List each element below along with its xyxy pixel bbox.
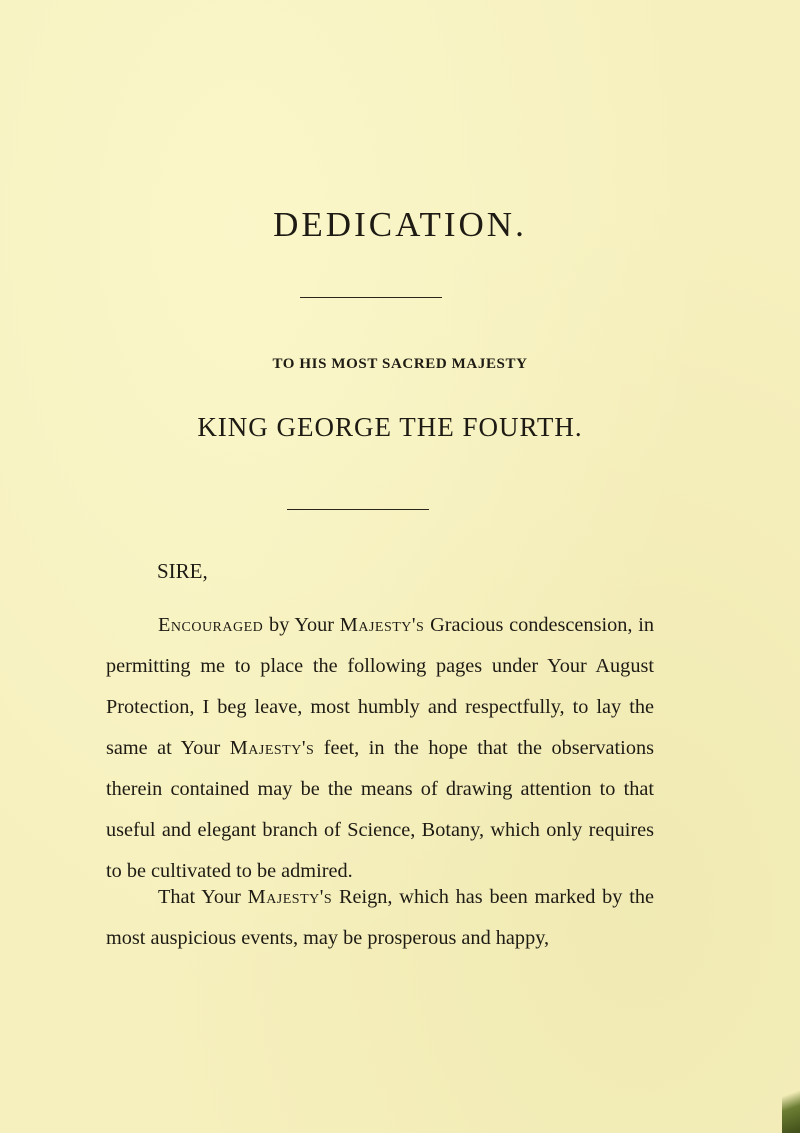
paragraph-1-text-c: feet, in the hope that the observations therein contained may be the means of drawing attention to that useful and elegant branch of Science, Botany, which only requires to be cultivated to be admired. xyxy=(106,737,654,882)
paragraph-2-text-b: Reign, which has been marked by the most auspicious events, may be prosperous and happy, xyxy=(106,886,654,949)
paragraph-2 xyxy=(106,877,654,959)
salutation: SIRE, xyxy=(157,559,208,583)
paragraph-1-text-b: Gracious condescension, in permitting me to place the following pages under Your August Protection, I beg leave, most humbly and respectfully, to lay the same at Your xyxy=(106,614,655,759)
paragraph-1-text-a: by Your xyxy=(263,614,340,636)
divider-rule-bottom xyxy=(287,509,429,510)
page-title: DEDICATION. xyxy=(273,205,527,244)
majesty-word: Majesty's xyxy=(339,614,425,636)
paragraph-2-text-a: That Your xyxy=(158,886,248,908)
divider-rule-top xyxy=(300,297,442,298)
majesty-word: Majesty's xyxy=(229,737,315,759)
majesty-word: Majesty's xyxy=(247,886,333,908)
page-corner-stain xyxy=(782,1078,800,1133)
lead-word: Encouraged xyxy=(158,614,264,636)
paragraph-1 xyxy=(106,605,654,892)
king-name: KING GEORGE THE FOURTH. xyxy=(197,412,583,442)
addressee-line: TO HIS MOST SACRED MAJESTY xyxy=(272,356,528,372)
